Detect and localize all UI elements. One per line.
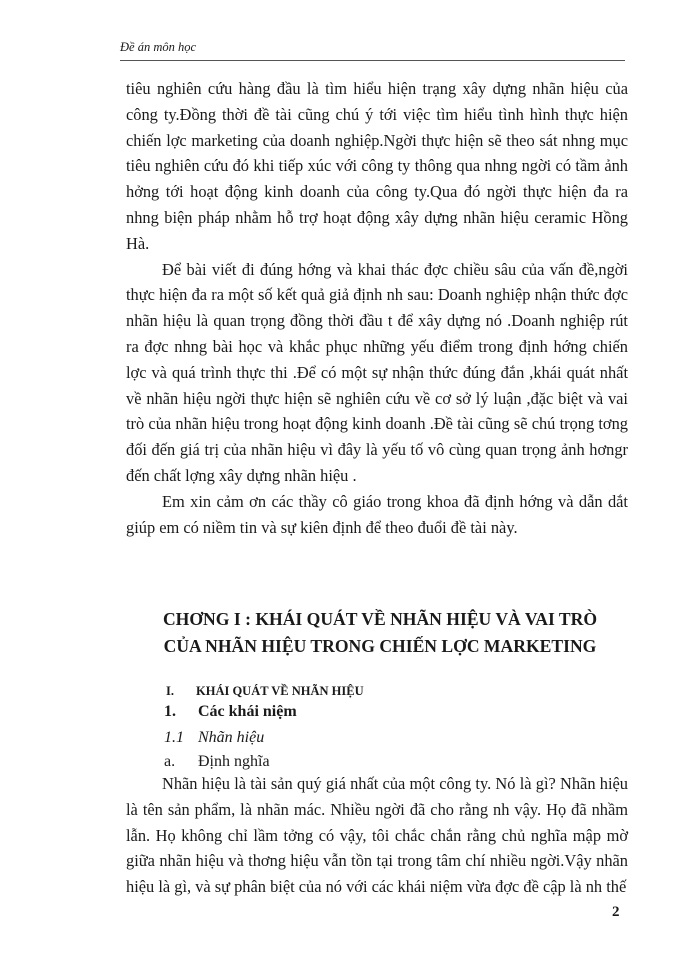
heading-subsection (164, 729, 666, 747)
body-text (126, 76, 628, 540)
heading-roman (166, 684, 668, 699)
heading-text: Định nghĩa (198, 753, 270, 770)
body-text-continued (126, 771, 628, 900)
heading-section (164, 703, 666, 721)
paragraph: Nhãn hiệu là tài sản quý giá nhất của một công ty. Nó là gì? Nhãn hiệu là tên sản phẩm, là nhãn mác. Nhiều ngời đã cho rằng nh vậy. Họ đã nhầm lẫn. Họ không chỉ lầm tởng có vậy, tôi chắc chắn rằng chủ nghĩa mập mờ giữa nhãn hiệu và thơng hiệu vẫn tồn tại trong tâm chí nhiều ngời.Vậy nhãn hiệu là gì, và sự phân biệt của nó với các khái niệm vừa đợc đề cập là nh thế (126, 774, 628, 897)
chapter-title-line: CỦA NHÃN HIỆU TRONG CHIẾN LỢC MARKETING (163, 636, 597, 656)
heading-text: Các khái niệm (198, 703, 297, 720)
chapter-title (140, 606, 620, 660)
heading-text: KHÁI QUÁT VỀ NHÃN HIỆU (196, 684, 364, 698)
heading-number: 1.1 (164, 729, 184, 746)
heading-number: I. (166, 684, 174, 698)
paragraph: Để bài viết đi đúng hớng và khai thác đợc chiều sâu của vấn đề,ngời thực hiện đa ra một số kết quả giả định nh sau: Doanh nghiệp nhận thức đợc nhãn hiệu là quan trọng đồng thời đầu t để xây dựng nó .Doanh nghiệp rút ra đợc nhng bài học và khắc phục những yếu điểm trong định hớng chiến lợc và quá trình thực thi .Để có một sự nhận thức đúng đắn ,khái quát nhất về nhãn hiệu ngời thực hiện sẽ nghiên cứu về cơ sở lý luận ,đặc biệt và vai trò của nhãn hiệu trong hoạt động kinh doanh .Đề tài cũng sẽ chú trọng tơng đối đến giá trị của nhãn hiệu vì đây là yếu tố vô cùng quan trọng ảnh hơngr đến chất lợng xây dựng nhãn hiệu . (126, 259, 628, 485)
header-rule (120, 60, 625, 61)
heading-number: 1. (164, 703, 176, 720)
heading-number: a. (164, 753, 176, 770)
chapter-title-line: CHƠNG I : KHÁI QUÁT VỀ NHÃN HIỆU VÀ VAI TRÒ (162, 609, 598, 629)
heading-text: Nhãn hiệu (198, 729, 265, 746)
heading-item (164, 753, 666, 771)
paragraph: Em xin cảm ơn các thầy cô giáo trong khoa đã định hớng và dẫn dắt giúp em có niềm tin và sự kiên định để theo đuổi đề tài này. (126, 491, 628, 537)
paragraph: tiêu nghiên cứu hàng đầu là tìm hiểu hiện trạng xây dựng nhãn hiệu của công ty.Đồng thời đề tài cũng chú ý tới việc tìm hiểu tình hình thực hiện chiến lợc marketing của doanh nghiệp.Ngời thực hiện sẽ theo sát nhng mục tiêu nghiên cứu đó khi tiếp xúc với công ty thông qua nhng ngời có tầm ảnh hởng tới hoạt động kinh doanh của công ty.Qua đó ngời thực hiện đa ra nhng biện pháp nhằm hỗ trợ hoạt động xây dựng nhãn hiệu ceramic Hồng Hà. (126, 79, 628, 253)
page-number: 2 (612, 904, 620, 920)
page-header: Đề án môn học (120, 40, 197, 54)
